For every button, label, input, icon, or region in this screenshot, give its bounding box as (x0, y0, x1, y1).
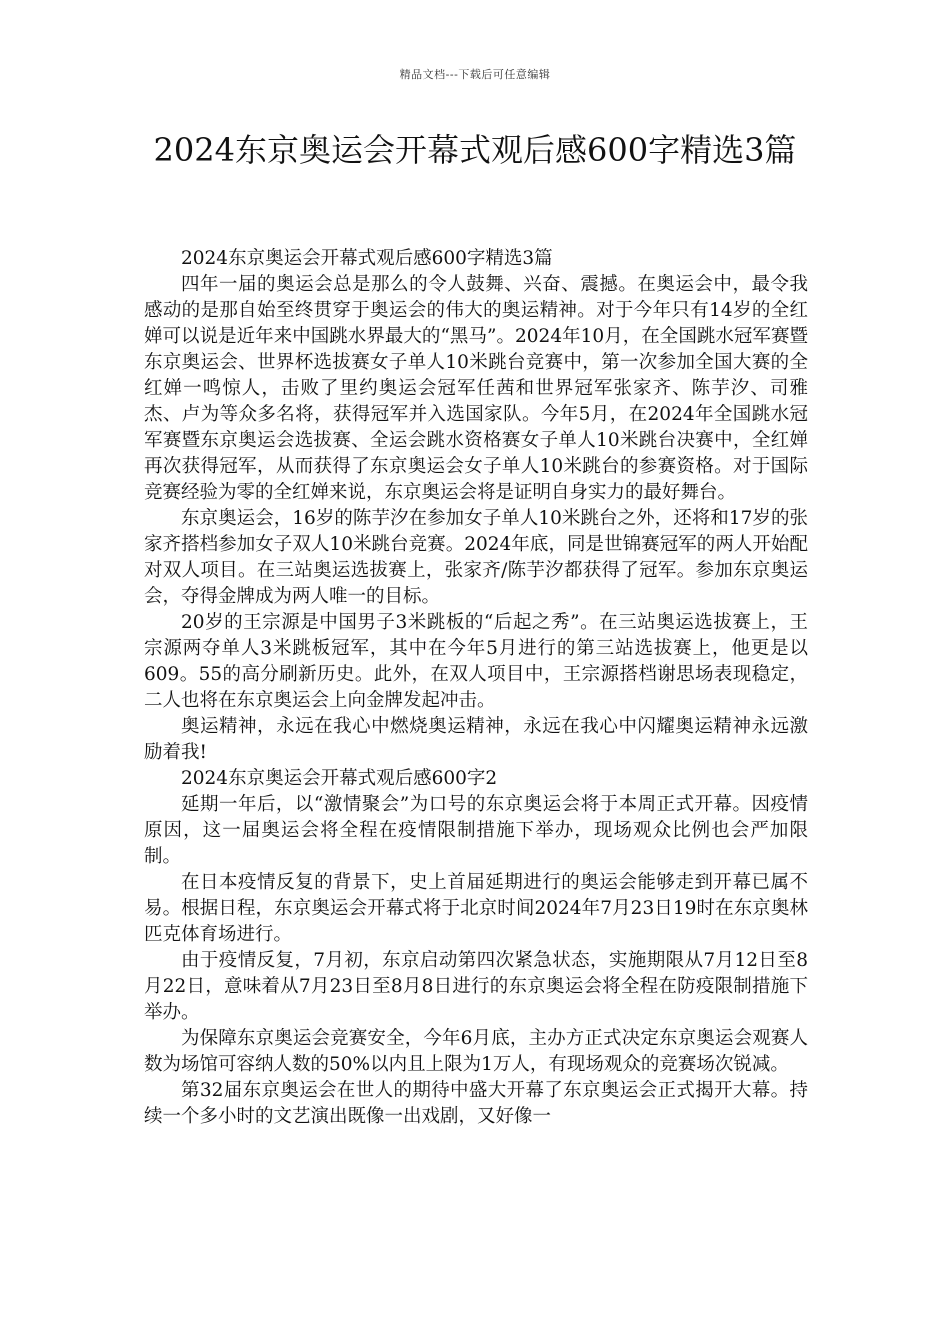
paragraph: 第32届东京奥运会在世人的期待中盛大开幕了东京奥运会正式揭开大幕。持续一个多小时的文艺演出既像一出戏剧，又好像一 (144, 1080, 808, 1127)
paragraph: 延期一年后，以“激情聚会”为口号的东京奥运会将于本周正式开幕。因疫情原因，这一届奥运会将全程在疫情限制措施下举办，现场观众比例也会严加限制。 (144, 794, 808, 867)
section-heading-1: 2024东京奥运会开幕式观后感600字精选3篇 (181, 248, 553, 269)
paragraph: 奥运精神，永远在我心中燃烧奥运精神，永远在我心中闪耀奥运精神永远激励着我! (144, 716, 808, 763)
paragraph: 由于疫情反复，7月初，东京启动第四次紧急状态，实施期限从7月12日至8月22日，意味着从7月23日至8月8日进行的东京奥运会将全程在防疫限制措施下举办。 (144, 950, 808, 1023)
paragraph: 四年一届的奥运会总是那么的令人鼓舞、兴奋、震撼。在奥运会中，最令我感动的是那自始至终贯穿于奥运会的伟大的奥运精神。对于今年只有14岁的全红婵可以说是近年来中国跳水界最大的“黑马”。2024年10月，在全国跳水冠军赛暨东京奥运会、世界杯选拔赛女子单人10米跳台竞赛中，第一次参加全国大赛的全红婵一鸣惊人，击败了里约奥运会冠军任茜和世界冠军张家齐、陈芋汐、司雅杰、卢为等众多名将，获得冠军并入选国家队。今年5月，在2024年全国跳水冠军赛暨东京奥运会选拔赛、全运会跳水资格赛女子单人10米跳台决赛中，全红婵再次获得冠军，从而获得了东京奥运会女子单人10米跳台的参赛资格。对于国际竞赛经验为零的全红婵来说，东京奥运会将是证明自身实力的最好舞台。 (144, 274, 808, 503)
paragraph: 20岁的王宗源是中国男子3米跳板的“后起之秀”。在三站奥运选拔赛上，王宗源两夺单人3米跳板冠军，其中在今年5月进行的第三站选拔赛上，他更是以609。55的高分刷新历史。此外，在双人项目中，王宗源搭档谢思场表现稳定，二人也将在东京奥运会上向金牌发起冲击。 (144, 612, 808, 711)
paragraph: 为保障东京奥运会竞赛安全，今年6月底，主办方正式决定东京奥运会观赛人数为场馆可容纳人数的50%以内且上限为1万人，有现场观众的竞赛场次锐减。 (144, 1028, 808, 1075)
document-title: 2024东京奥运会开幕式观后感600字精选3篇 (153, 131, 797, 169)
document-body (144, 246, 808, 1130)
section-heading-2: 2024东京奥运会开幕式观后感600字2 (181, 768, 498, 789)
header-note: 精品文档---下载后可任意编辑 (399, 68, 551, 81)
paragraph: 东京奥运会，16岁的陈芋汐在参加女子单人10米跳台之外，还将和17岁的张家齐搭档参加女子双人10米跳台竞赛。2024年底，同是世锦赛冠军的两人开始配对双人项目。在三站奥运选拔赛上，张家齐/陈芋汐都获得了冠军。参加东京奥运会，夺得金牌成为两人唯一的目标。 (144, 508, 808, 607)
paragraph: 在日本疫情反复的背景下，史上首届延期进行的奥运会能够走到开幕已属不易。根据日程，东京奥运会开幕式将于北京时间2024年7月23日19时在东京奥林匹克体育场进行。 (144, 872, 808, 945)
